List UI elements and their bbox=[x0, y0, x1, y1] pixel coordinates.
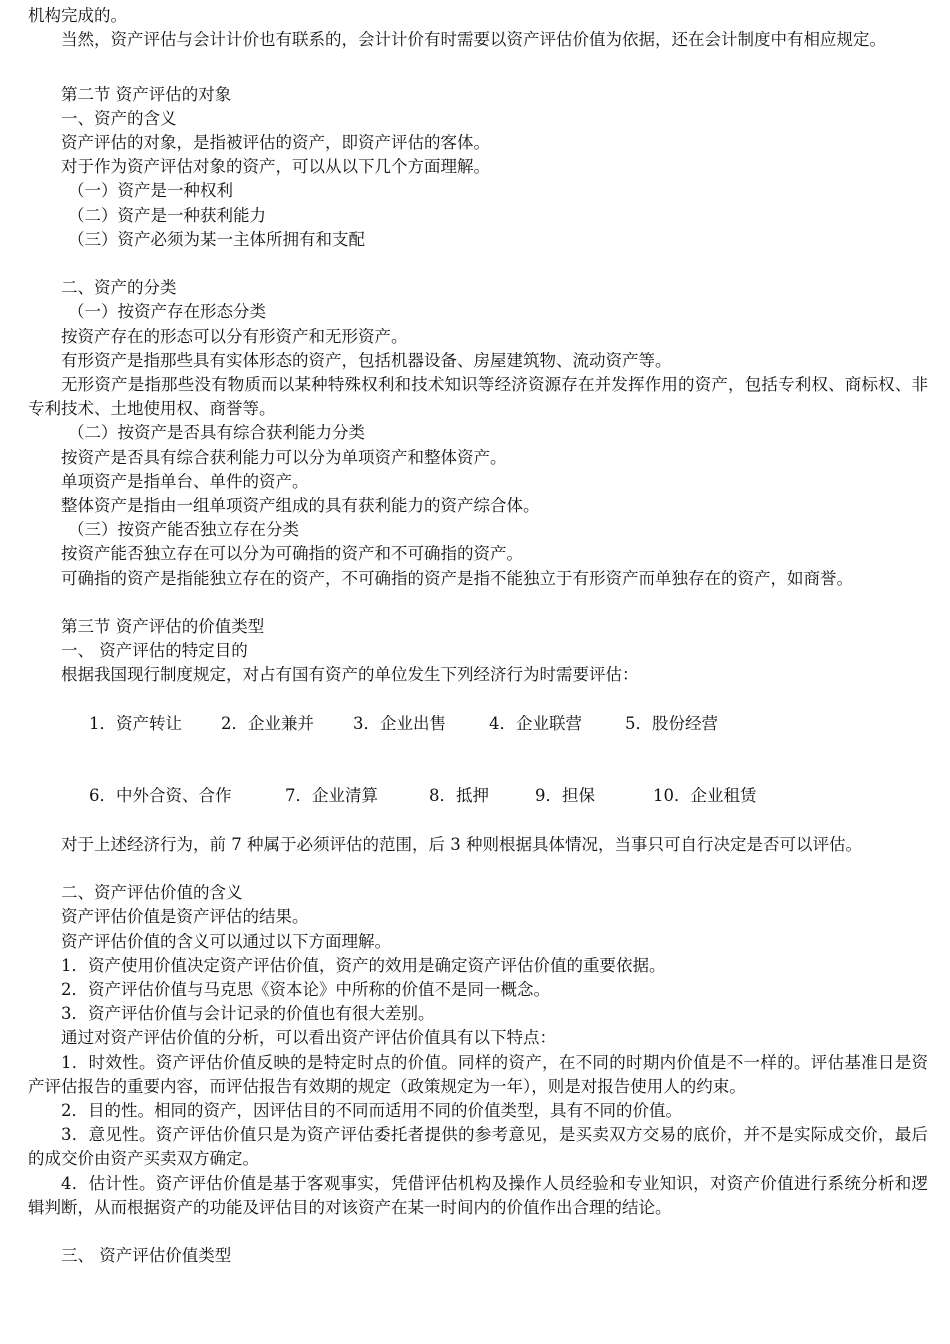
list-item: 1．时效性。资产评估价值反映的是特定时点的价值。同样的资产，在不同的时期内价值是不一样的。评估基准日是资产评估报告的重要内容，而评估报告有效期的规定（政策规定为一年），则是对报告使用人的约束。 bbox=[28, 1052, 928, 1096]
paragraph: 资产评估价值是资产评估的结果。 bbox=[61, 907, 309, 927]
paragraph: 资产评估价值的含义可以通过以下方面理解。 bbox=[61, 931, 391, 951]
paragraph: 按资产存在的形态可以分有形资产和无形资产。 bbox=[61, 326, 408, 346]
purpose-item: 5．股份经营 bbox=[624, 713, 718, 733]
paragraph: 整体资产是指由一组单项资产组成的具有获利能力的资产综合体。 bbox=[61, 496, 540, 516]
paragraph: 机构完成的。 bbox=[28, 6, 127, 25]
purpose-item: 4．企业联营 bbox=[488, 713, 582, 733]
purpose-item: 3．企业出售 bbox=[352, 713, 446, 733]
list-item: 3．意见性。资产评估价值只是为资产评估委托者提供的参考意见，是买卖双方交易的底价，并不是实际成交价，最后的成交价由资产买卖双方确定。 bbox=[28, 1125, 928, 1169]
purpose-item: 8．抵押 bbox=[428, 786, 489, 806]
purpose-list-row bbox=[28, 760, 928, 833]
paragraph: 资产评估的对象，是指被评估的资产，即资产评估的客体。 bbox=[61, 133, 490, 152]
list-item: （一）按资产存在形态分类 bbox=[68, 302, 266, 322]
subsection-heading: 三、 资产评估价值类型 bbox=[61, 1246, 232, 1266]
subsection-heading: 二、资产的分类 bbox=[61, 278, 177, 298]
paragraph: 对于上述经济行为，前 7 种属于必须评估的范围，后 3 种则根据具体情况，当事只可自行决定是否可以评估。 bbox=[61, 834, 862, 854]
subsection-heading: 一、资产的含义 bbox=[61, 108, 177, 128]
paragraph: 无形资产是指那些没有物质而以某种特殊权利和技术知识等经济资源存在并发挥作用的资产，包括专利权、商标权、非专利技术、土地使用权、商誉等。 bbox=[28, 375, 928, 419]
paragraph: 可确指的资产是指能独立存在的资产，不可确指的资产是指不能独立于有形资产而单独存在的资产，如商誉。 bbox=[61, 568, 853, 588]
purpose-item: 6．中外合资、合作 bbox=[88, 786, 232, 806]
list-item: （三）按资产能否独立存在分类 bbox=[68, 520, 299, 540]
list-item: 3．资产评估价值与会计记录的价值也有很大差别。 bbox=[61, 1004, 435, 1024]
paragraph: 对于作为资产评估对象的资产，可以从以下几个方面理解。 bbox=[61, 157, 490, 177]
paragraph: 按资产是否具有综合获利能力可以分为单项资产和整体资产。 bbox=[61, 447, 507, 467]
list-item: 4．估计性。资产评估价值是基于客观事实，凭借评估机构及操作人员经验和专业知识，对资产价值进行系统分析和逻辑判断，从而根据资产的功能及评估目的对该资产在某一时间内的价值作出合理的结论。 bbox=[28, 1173, 928, 1217]
purpose-item: 1．资产转让 bbox=[88, 713, 182, 733]
paragraph: 有形资产是指那些具有实体形态的资产，包括机器设备、房屋建筑物、流动资产等。 bbox=[61, 350, 672, 370]
list-item: （一）资产是一种权利 bbox=[68, 181, 233, 201]
list-item: 1．资产使用价值决定资产评估价值，资产的效用是确定资产评估价值的重要依据。 bbox=[61, 955, 666, 975]
list-item: 2．目的性。相同的资产，因评估目的不同而适用不同的价值类型，具有不同的价值。 bbox=[61, 1101, 682, 1121]
paragraph: 根据我国现行制度规定，对占有国有资产的单位发生下列经济行为时需要评估： bbox=[61, 665, 639, 685]
paragraph: 当然，资产评估与会计计价也有联系的，会计计价有时需要以资产评估价值为依据，还在会计制度中有相应规定。 bbox=[61, 30, 886, 50]
paragraph: 按资产能否独立存在可以分为可确指的资产和不可确指的资产。 bbox=[61, 544, 523, 564]
purpose-item: 9．担保 bbox=[534, 786, 595, 806]
paragraph: 通过对资产评估价值的分析，可以看出资产评估价值具有以下特点： bbox=[61, 1028, 556, 1048]
list-item: 2．资产评估价值与马克思《资本论》中所称的价值不是同一概念。 bbox=[61, 980, 550, 1000]
section-heading: 第二节 资产评估的对象 bbox=[61, 84, 232, 104]
list-item: （二）按资产是否具有综合获利能力分类 bbox=[68, 423, 365, 443]
list-item: （二）资产是一种获利能力 bbox=[68, 205, 266, 225]
purpose-list-row bbox=[28, 688, 928, 761]
purpose-item: 2．企业兼并 bbox=[220, 713, 314, 733]
purpose-item: 10．企业租赁 bbox=[652, 786, 757, 806]
subsection-heading: 一、 资产评估的特定目的 bbox=[61, 641, 248, 661]
section-heading: 第三节 资产评估的价值类型 bbox=[61, 617, 265, 637]
purpose-item: 7．企业清算 bbox=[284, 786, 378, 806]
list-item: （三）资产必须为某一主体所拥有和支配 bbox=[68, 229, 365, 249]
paragraph: 单项资产是指单台、单件的资产。 bbox=[61, 471, 309, 491]
subsection-heading: 二、资产评估价值的含义 bbox=[61, 883, 243, 903]
